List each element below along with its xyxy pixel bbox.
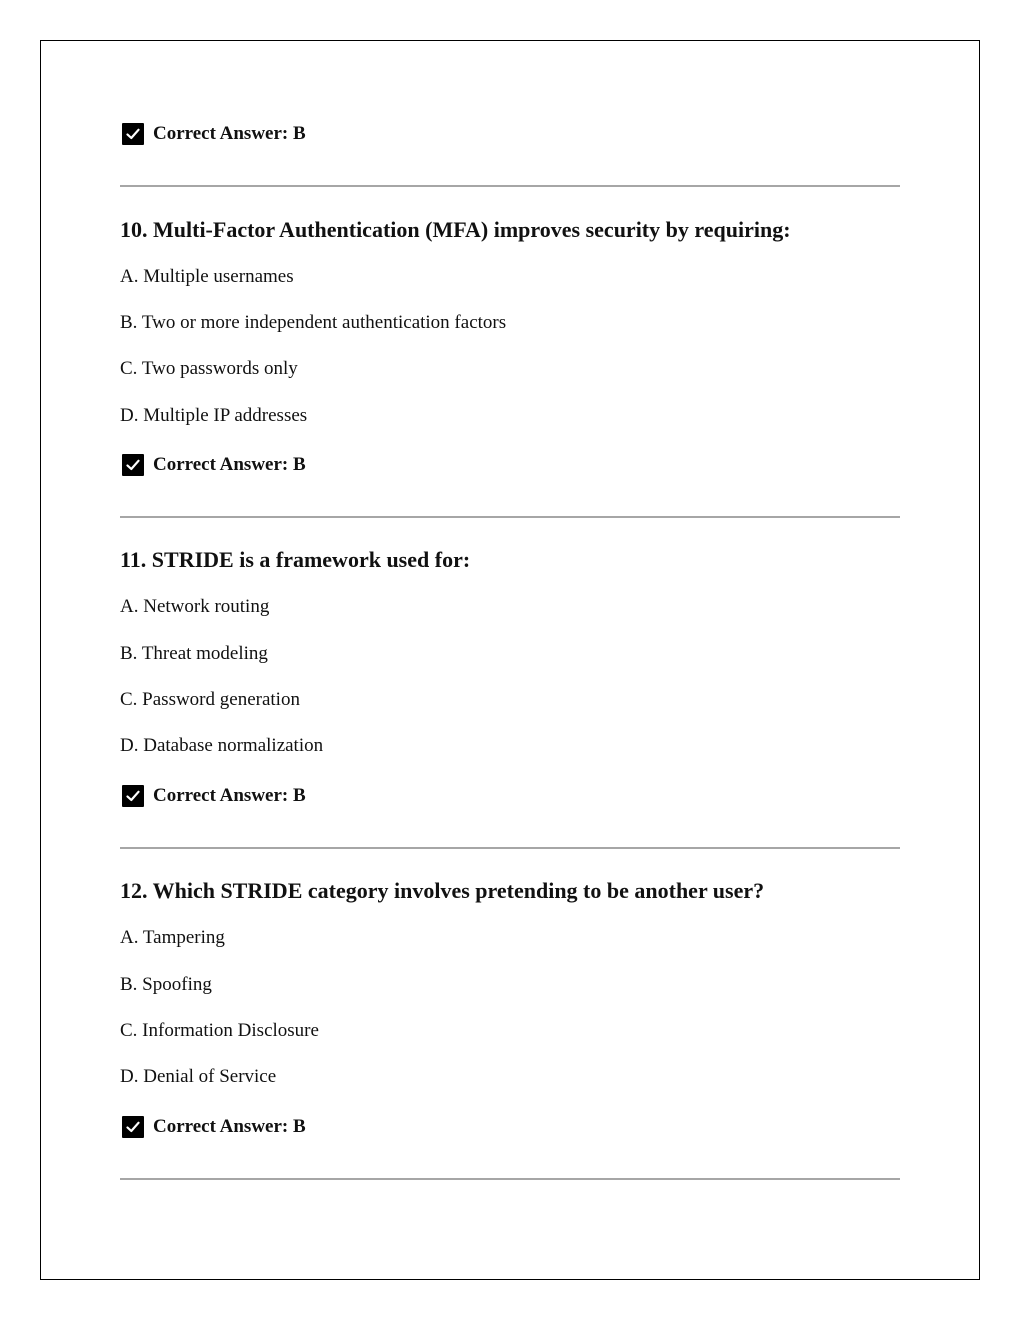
question-title: 12. Which STRIDE category involves pretending to be another user? <box>120 878 765 903</box>
answer-option: D. Database normalization <box>120 735 324 756</box>
question-title: 10. Multi-Factor Authentication (MFA) improves security by requiring: <box>120 217 791 242</box>
answer-option: A. Network routing <box>120 596 270 617</box>
checkmark-box-icon <box>122 454 144 476</box>
answer-option: D. Denial of Service <box>120 1066 277 1087</box>
checkmark-box-icon <box>122 123 144 145</box>
answer-option: C. Information Disclosure <box>120 1020 319 1041</box>
correct-answer-label: Correct Answer: B <box>153 454 306 475</box>
question-divider <box>120 185 900 187</box>
answer-option: B. Spoofing <box>120 974 212 995</box>
answer-option: A. Multiple usernames <box>120 266 294 287</box>
correct-answer <box>120 1115 306 1139</box>
correct-answer <box>120 784 306 808</box>
correct-answer <box>120 453 306 477</box>
question-title: 11. STRIDE is a framework used for: <box>120 547 471 572</box>
answer-option: D. Multiple IP addresses <box>120 405 308 426</box>
answer-option: B. Threat modeling <box>120 643 268 664</box>
correct-answer-label: Correct Answer: B <box>153 785 306 806</box>
answer-option: C. Password generation <box>120 689 300 710</box>
question-divider <box>120 847 900 849</box>
answer-option: C. Two passwords only <box>120 358 298 379</box>
correct-answer-previous <box>120 122 306 146</box>
answer-option: B. Two or more independent authentication factors <box>120 312 507 333</box>
correct-answer-label: Correct Answer: B <box>153 1116 306 1137</box>
answer-option: A. Tampering <box>120 927 225 948</box>
correct-answer-label: Correct Answer: B <box>153 123 306 144</box>
question-divider <box>120 516 900 518</box>
question-divider <box>120 1178 900 1180</box>
checkmark-box-icon <box>122 1116 144 1138</box>
checkmark-box-icon <box>122 785 144 807</box>
